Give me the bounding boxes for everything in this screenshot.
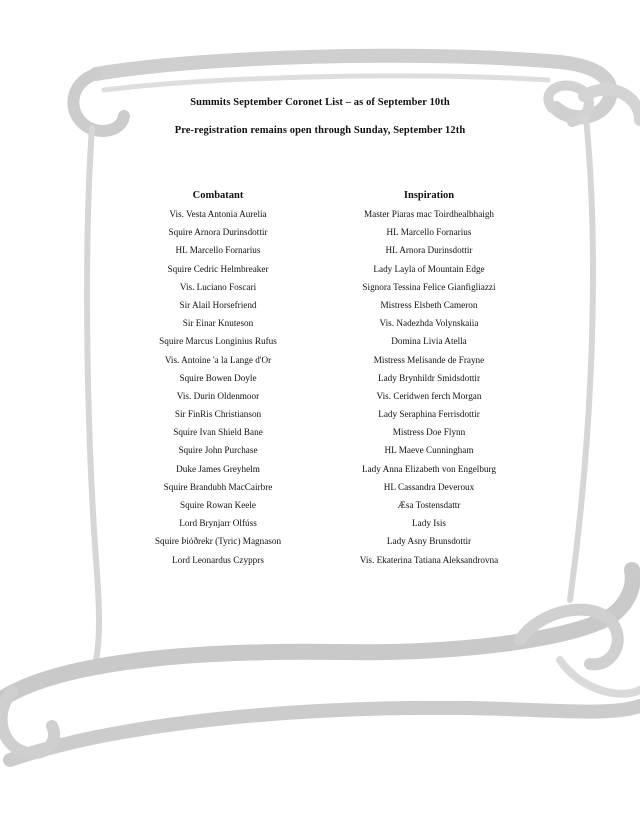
inspiration-entry: Domina Livia Atella <box>391 336 467 347</box>
inspiration-entry: Lady Layla of Mountain Edge <box>373 263 485 274</box>
combatant-entry: Squire Ivan Shield Bane <box>173 427 263 438</box>
combatant-entry: Sir FinRis Christianson <box>174 409 262 420</box>
inspiration-entry: Master Piaras mac Toirdhealbhaigh <box>363 209 495 219</box>
inspiration-entry: HL Arnora Durinsdottir <box>385 245 473 256</box>
inspiration-entry: Mistress Melisande de Frayne <box>373 354 485 365</box>
combatant-entry: Squire Bowen Doyle <box>179 372 257 383</box>
combatant-entry: Vis. Antoine 'a la Lange d'Or <box>164 354 272 365</box>
inspiration-entry: Vis. Nadezhda Volynskaiia <box>379 318 479 329</box>
combatant-entry: Lord Brynjarr Olfúss <box>179 518 257 529</box>
inspiration-entry: Signora Tessina Felice Gianfigliazzi <box>362 281 496 292</box>
inspiration-entry: Mistress Elsbeth Cameron <box>380 299 478 310</box>
combatant-entry: Squire Brandubh MacCairbre <box>163 481 273 492</box>
document-title: Summits September Coronet List – as of September 10th <box>190 97 450 108</box>
combatant-entry: Vis. Vesta Antonia Aurelia <box>169 209 267 219</box>
inspiration-column <box>318 187 540 569</box>
combatant-entry: Duke James Greyhelm <box>176 463 260 474</box>
combatant-entry: Vis. Luciano Foscari <box>179 281 257 292</box>
combatant-entry: Squire Cedric Helmbreaker <box>167 263 269 274</box>
inspiration-heading: Inspiration <box>403 190 455 201</box>
inspiration-entry: Lady Seraphina Ferrisdottir <box>378 409 480 420</box>
combatant-entry: Squire Marcus Longinius Rufus <box>159 336 277 347</box>
combatant-entry: Sir Alail Horsefriend <box>179 299 257 310</box>
inspiration-entry: HL Cassandra Deveroux <box>383 481 475 492</box>
registration-notice: Pre-registration remains open through Sunday, September 12th <box>174 125 466 136</box>
inspiration-entry: Lady Brynhildr Smidsdottir <box>377 372 481 383</box>
combatant-entry: Squire Arnora Durinsdottir <box>168 227 268 238</box>
inspiration-entry: HL Maeve Cunningham <box>384 445 474 456</box>
inspiration-entry: Mistress Doe Flynn <box>392 427 466 438</box>
combatant-entry: Squire Þióðrekr (Tyric) Magnason <box>154 536 282 547</box>
inspiration-entry: Lady Asny Brunsdottir <box>386 536 472 547</box>
combatant-heading: Combatant <box>192 190 244 201</box>
inspiration-entry: Vis. Ceridwen ferch Morgan <box>376 390 482 401</box>
combatant-column <box>108 187 328 569</box>
inspiration-entry: Lady Anna Elizabeth von Engelburg <box>361 463 497 474</box>
inspiration-entry: Æsa Tostensdattr <box>397 500 461 510</box>
combatant-entry: Vis. Durin Oldenmoor <box>176 390 260 401</box>
inspiration-entry: HL Marcello Fornarius <box>386 227 472 238</box>
combatant-entry: HL Marcello Fornarius <box>175 245 261 256</box>
inspiration-entry: Vis. Ekaterina Tatiana Aleksandrovna <box>359 554 499 565</box>
combatant-entry: Squire John Purchase <box>178 445 258 456</box>
combatant-entry: Squire Rowan Keele <box>179 500 257 510</box>
combatant-entry: Sir Einar Knuteson <box>182 318 254 329</box>
combatant-entry: Lord Leonardus Czypprs <box>172 554 264 565</box>
inspiration-entry: Lady Isis <box>412 518 446 529</box>
